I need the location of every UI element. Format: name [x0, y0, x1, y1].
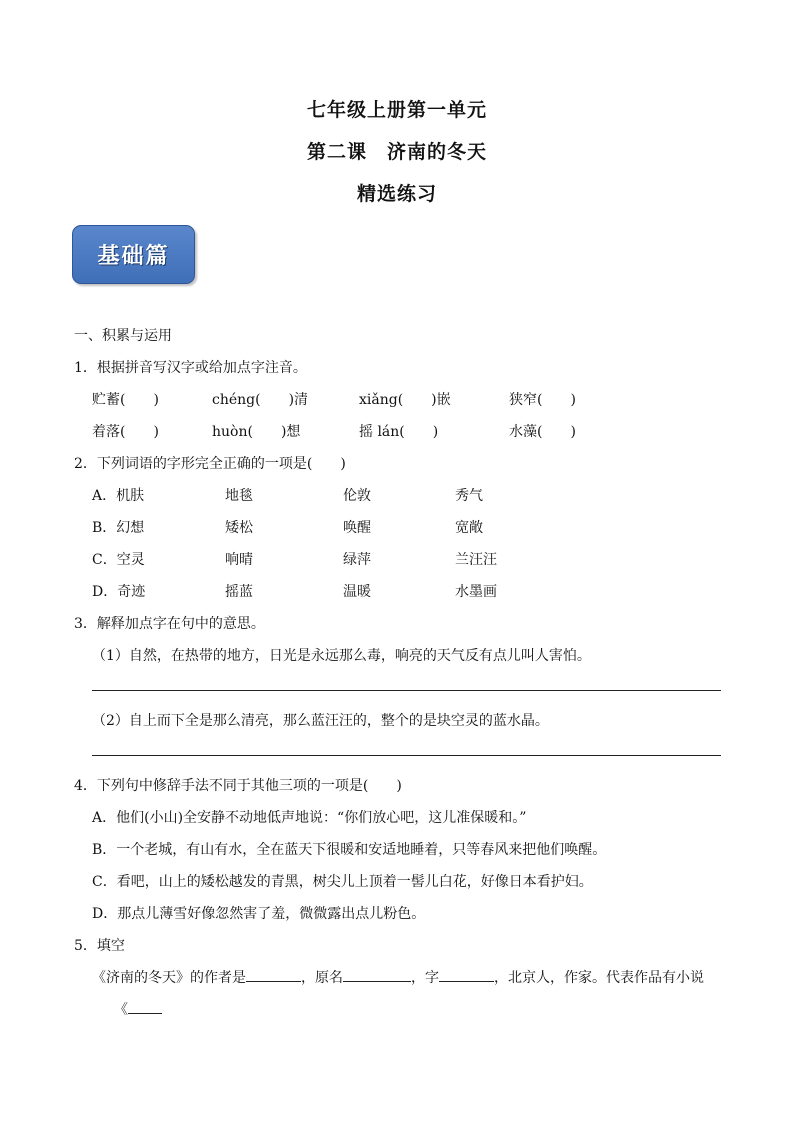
- answer-line[interactable]: [92, 755, 721, 756]
- q1-item: huòn( )想: [212, 424, 301, 440]
- q3-sentence-1: （1）自然，在热带的地方，日光是永远那么毒，响亮的天气反有点儿叫人害怕。: [92, 648, 591, 664]
- q2-option-d: [74, 576, 734, 608]
- q5-text: ，北京人，作家。代表作品有小说: [494, 970, 704, 986]
- title-lesson: 第二课 济南的冬天: [306, 141, 487, 163]
- q5-stem: 5．填空: [74, 938, 125, 954]
- q4-stem: 4．下列句中修辞手法不同于其他三项的一项是( ): [74, 778, 402, 794]
- section-heading: 一、积累与运用: [74, 328, 172, 344]
- q1-item: 狭窄( ): [509, 392, 576, 408]
- author-blank[interactable]: [246, 967, 301, 982]
- q1-item: 着落( ): [92, 424, 159, 440]
- q2-option-a: [74, 480, 734, 512]
- option-word: 响晴: [225, 552, 253, 568]
- q5-text: 《: [114, 1002, 128, 1018]
- option-word: 摇蓝: [225, 584, 253, 600]
- title-block: [0, 100, 794, 226]
- option-word: B．幻想: [92, 520, 145, 536]
- option-word: 秀气: [455, 488, 483, 504]
- option-word: 绿萍: [343, 552, 371, 568]
- q1-row-2: [74, 416, 734, 448]
- q4-option-c: C．看吧，山上的矮松越发的青黑，树尖儿上顶着一髻儿白花，好像日本看护妇。: [92, 874, 593, 890]
- novel-blank[interactable]: [128, 999, 162, 1014]
- q3-stem: 3．解释加点字在句中的意思。: [74, 616, 265, 632]
- q1-item: 水藻( ): [509, 424, 576, 440]
- option-word: 伦敦: [343, 488, 371, 504]
- q1-item: xiǎng( )嵌: [359, 392, 451, 408]
- q5-fill-sentence: [74, 962, 734, 994]
- option-word: D．奇迹: [92, 584, 146, 600]
- courtesy-name-blank[interactable]: [439, 967, 494, 982]
- title-subtitle: 精选练习: [356, 183, 437, 205]
- q5-text: ，原名: [301, 970, 343, 986]
- q1-item: 摇 lán( ): [359, 424, 439, 440]
- option-word: 地毯: [225, 488, 253, 504]
- option-word: 温暖: [343, 584, 371, 600]
- exercise-content: [74, 320, 734, 1026]
- option-word: 宽敞: [455, 520, 483, 536]
- original-name-blank[interactable]: [343, 967, 411, 982]
- q1-stem: 1．根据拼音写汉字或给加点字注音。: [74, 360, 307, 376]
- option-word: 唤醒: [343, 520, 371, 536]
- option-word: 兰汪汪: [455, 552, 497, 568]
- q4-option-d: D．那点儿薄雪好像忽然害了羞，微微露出点儿粉色。: [92, 906, 426, 922]
- q4-option-a: A．他们(小山)全安静不动地低声地说：“你们放心吧，这儿准保暖和。”: [92, 810, 527, 826]
- badge-label: 基础篇: [97, 243, 170, 269]
- q4-option-b: B．一个老城，有山有水，全在蓝天下很暖和安适地睡着，只等春风来把他们唤醒。: [92, 842, 607, 858]
- option-word: A．机肤: [92, 488, 145, 504]
- q5-fill-continued: [74, 994, 734, 1026]
- q3-sentence-2: （2）自上而下全是那么清亮，那么蓝汪汪的，整个的是块空灵的蓝水晶。: [92, 713, 549, 729]
- section-badge: [72, 225, 195, 284]
- q2-stem: 2．下列词语的字形完全正确的一项是( ): [74, 456, 346, 472]
- q2-option-b: [74, 512, 734, 544]
- option-word: C．空灵: [92, 552, 145, 568]
- option-word: 矮松: [225, 520, 253, 536]
- q1-item: chéng( )清: [212, 392, 309, 408]
- answer-line[interactable]: [92, 690, 721, 691]
- option-word: 水墨画: [455, 584, 497, 600]
- q5-text: 《济南的冬天》的作者是: [92, 970, 246, 986]
- q1-item: 贮蓄( ): [92, 392, 159, 408]
- q2-option-c: [74, 544, 734, 576]
- title-unit: 七年级上册第一单元: [306, 99, 487, 121]
- q1-row-1: [74, 384, 734, 416]
- q5-text: ，字: [411, 970, 439, 986]
